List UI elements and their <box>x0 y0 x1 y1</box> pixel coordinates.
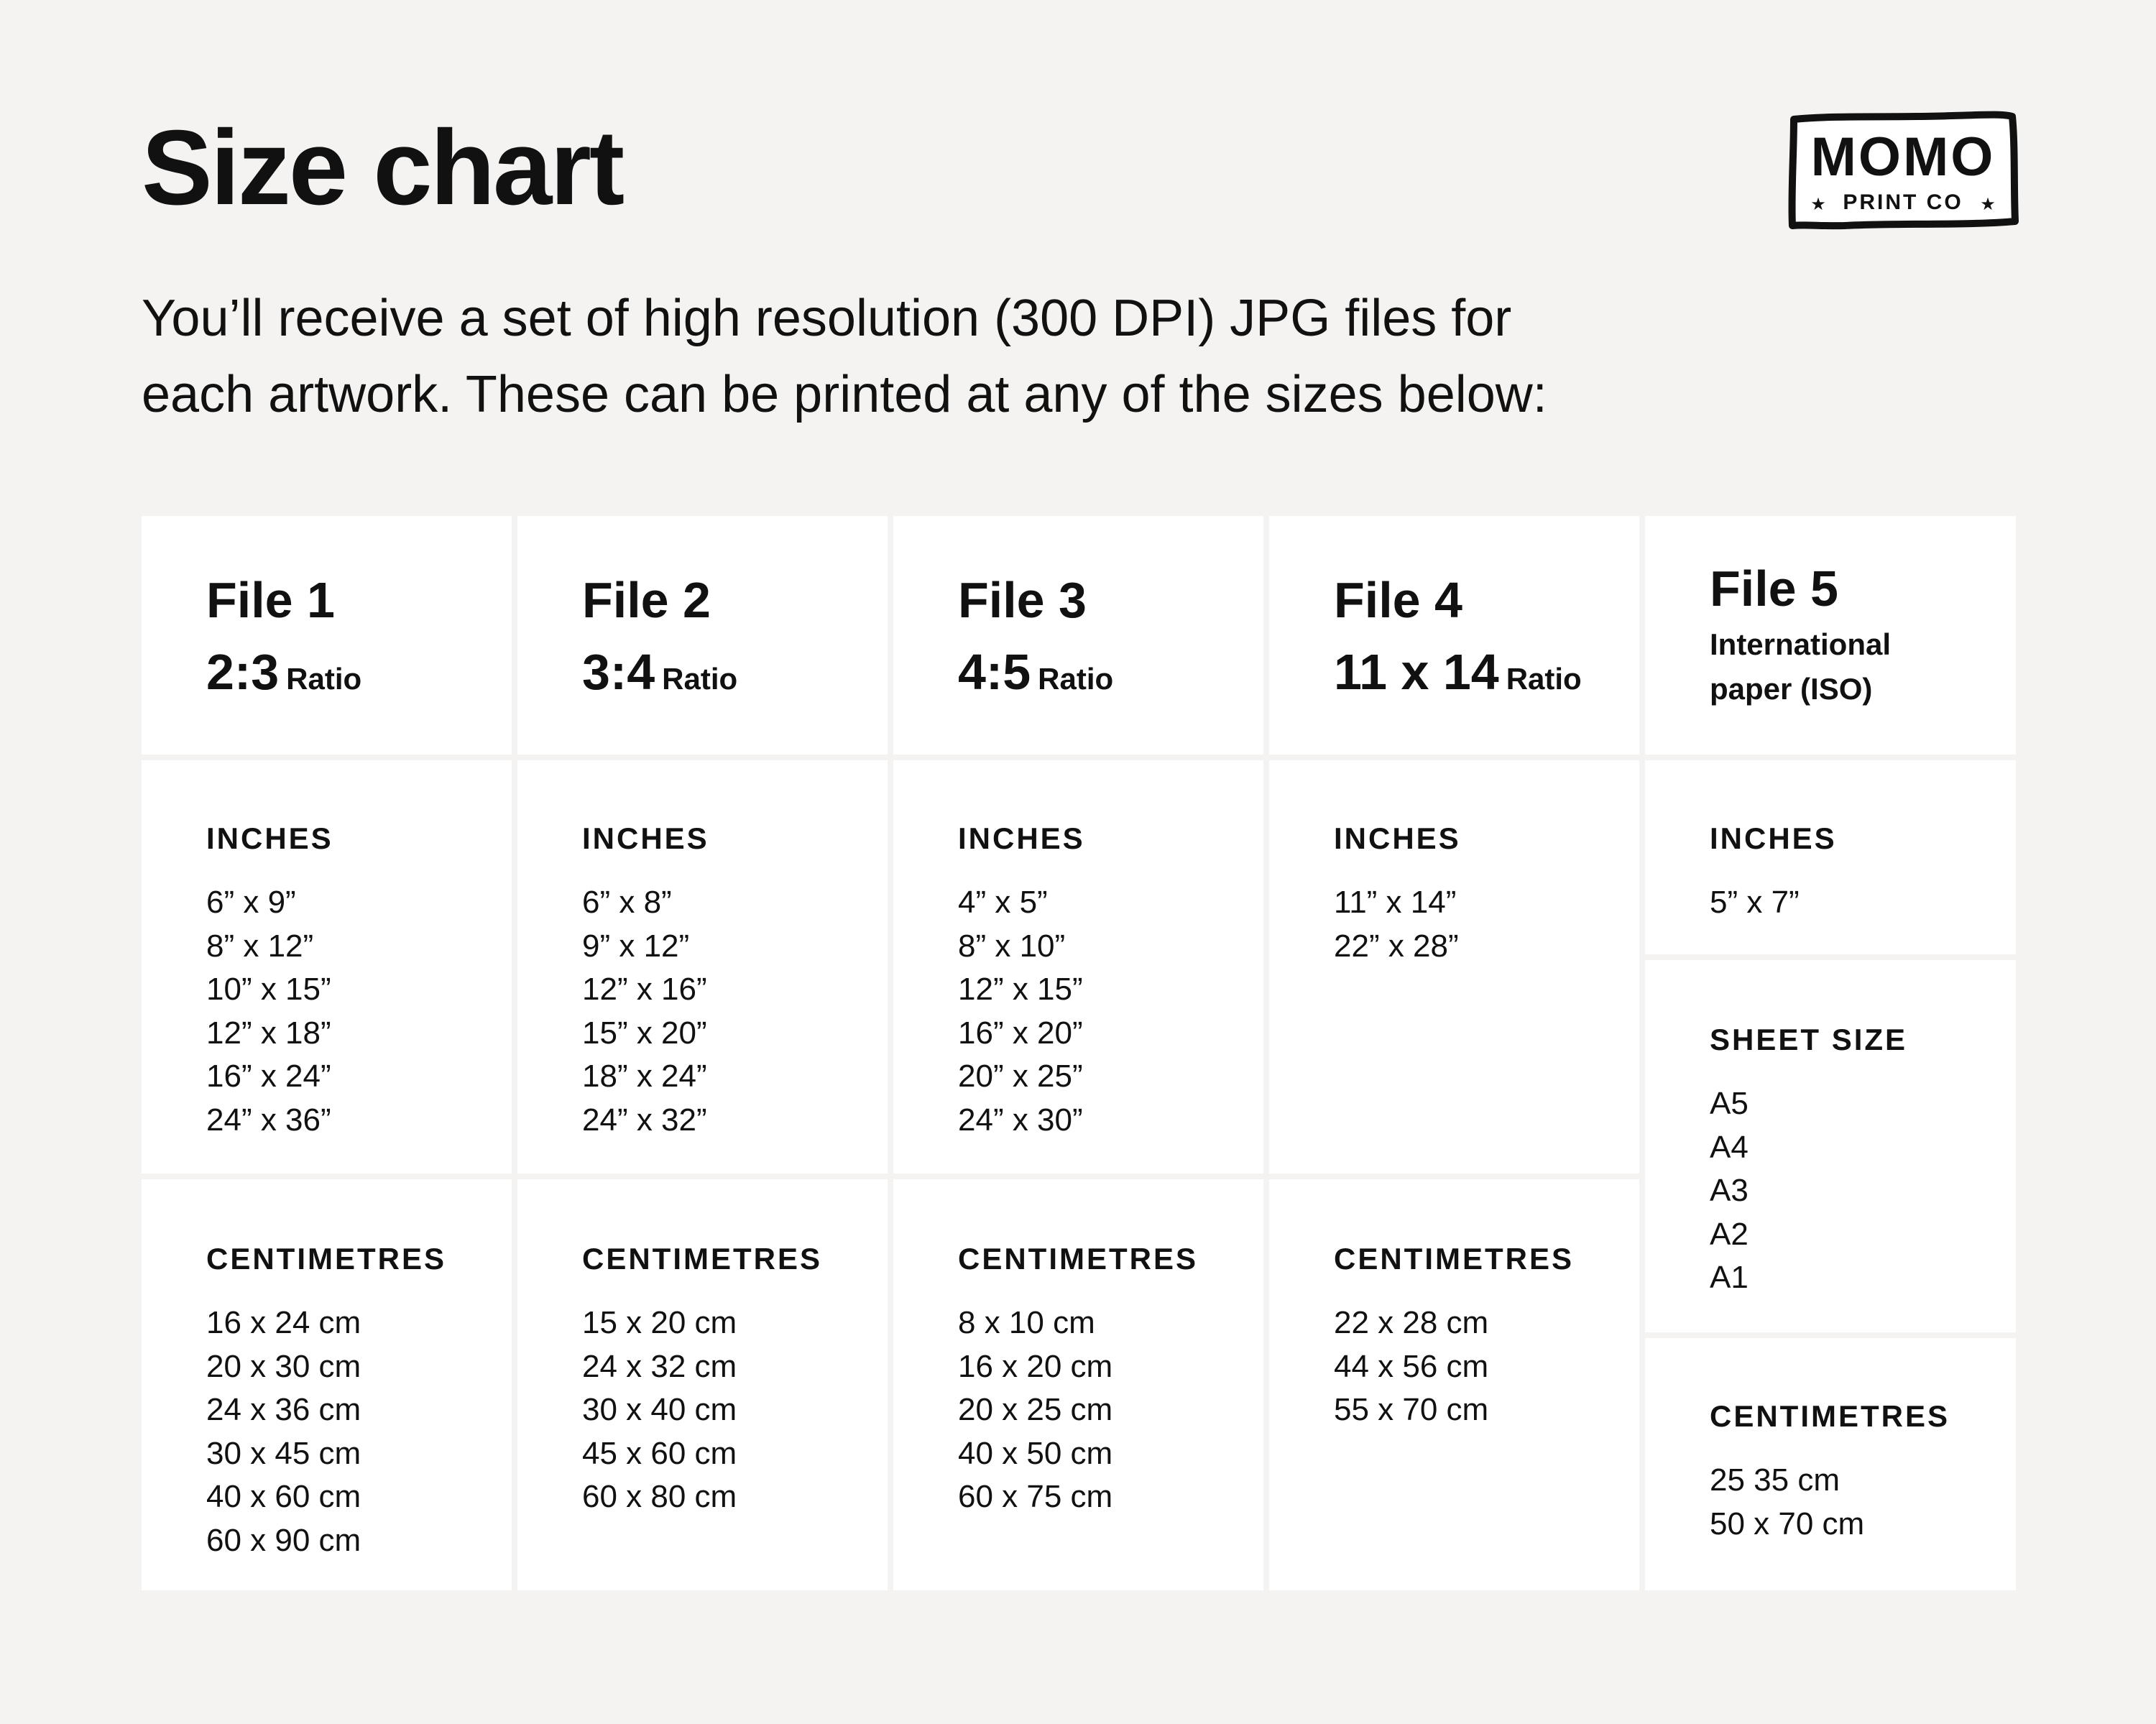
momo-print-co-logo <box>1787 109 2019 231</box>
file-4-inches-cell <box>1269 760 1639 1174</box>
file-4-header-cell <box>1269 516 1639 755</box>
size-item: 18” x 24” <box>582 1059 707 1094</box>
centimetres-list <box>1710 1459 1950 1546</box>
size-item: A5 <box>1710 1086 1749 1121</box>
file-1-header-cell <box>142 516 512 755</box>
iso-subtitle-line: paper (ISO) <box>1710 672 1873 706</box>
file-1-cm-cell <box>142 1179 512 1590</box>
size-item: 22” x 28” <box>1334 928 1459 964</box>
size-item: 12” x 16” <box>582 972 707 1007</box>
size-item: 6” x 9” <box>206 885 296 920</box>
centimetres-label: CENTIMETRES <box>1710 1399 1950 1433</box>
ratio <box>582 644 738 700</box>
file-5-header-cell <box>1645 516 2016 755</box>
page-title: Size chart <box>142 109 623 227</box>
size-item: A4 <box>1710 1129 1749 1165</box>
size-item: 9” x 12” <box>582 928 690 964</box>
ratio-value: 11 x 14 <box>1334 644 1499 700</box>
size-item: 12” x 15” <box>958 972 1083 1007</box>
inches-list <box>1334 881 1461 968</box>
inches-label: INCHES <box>582 821 709 855</box>
file-name: File 3 <box>958 572 1087 628</box>
file-4-cm-cell <box>1269 1179 1639 1590</box>
file-5-sheet-cell <box>1645 960 2016 1332</box>
ratio-value: 4:5 <box>958 644 1031 700</box>
logo-tagline: PRINT CO <box>1843 190 1963 214</box>
inches-label: INCHES <box>958 821 1085 855</box>
iso-subtitle-line: International <box>1710 627 1892 661</box>
ratio-label: Ratio <box>1506 662 1582 696</box>
size-item: 16” x 20” <box>958 1015 1083 1051</box>
ratio-label: Ratio <box>286 662 362 696</box>
size-item: 16 x 24 cm <box>206 1305 361 1340</box>
centimetres-label: CENTIMETRES <box>1334 1242 1575 1276</box>
ratio <box>1334 644 1582 700</box>
size-item: 24” x 36” <box>206 1102 331 1138</box>
centimetres-label: CENTIMETRES <box>958 1242 1199 1276</box>
size-item: 8” x 10” <box>958 928 1066 964</box>
inches-list <box>582 881 709 1142</box>
inches-label: INCHES <box>206 821 333 855</box>
file-2-inches-cell <box>517 760 888 1174</box>
size-item: 16 x 20 cm <box>958 1348 1113 1384</box>
size-item: 45 x 60 cm <box>582 1435 737 1471</box>
file-5-inches-cell <box>1645 760 2016 954</box>
centimetres-list <box>206 1301 446 1562</box>
logo-star-left-icon: ★ <box>1810 194 1826 214</box>
size-item: 10” x 15” <box>206 972 331 1007</box>
size-item: 25 35 cm <box>1710 1462 1840 1498</box>
size-item: 20 x 30 cm <box>206 1348 361 1384</box>
size-item: 30 x 45 cm <box>206 1435 361 1471</box>
ratio-value: 2:3 <box>206 644 280 700</box>
size-item: 24 x 32 cm <box>582 1348 737 1384</box>
ratio <box>958 644 1114 700</box>
size-item: 4” x 5” <box>958 885 1048 920</box>
size-item: 40 x 50 cm <box>958 1435 1113 1471</box>
size-item: 55 x 70 cm <box>1334 1392 1489 1427</box>
size-item: 24” x 30” <box>958 1102 1083 1138</box>
file-3-inches-cell <box>893 760 1263 1174</box>
size-item: 44 x 56 cm <box>1334 1348 1489 1384</box>
iso-subtitle <box>1710 622 1891 711</box>
sheet-size-label: SHEET SIZE <box>1710 1023 1908 1056</box>
size-item: 11” x 14” <box>1334 885 1457 920</box>
intro-line: each artwork. These can be printed at any of the sizes below: <box>142 366 1547 423</box>
intro-line: You’ll receive a set of high resolution (300 DPI) JPG files for <box>142 290 1512 347</box>
size-item: 8 x 10 cm <box>958 1305 1095 1340</box>
inches-list <box>958 881 1085 1142</box>
size-item: 5” x 7” <box>1710 885 1800 920</box>
file-name: File 1 <box>206 572 335 628</box>
intro-text <box>142 280 1795 433</box>
centimetres-list <box>1334 1301 1574 1432</box>
size-item: 8” x 12” <box>206 928 314 964</box>
inches-label: INCHES <box>1334 821 1461 855</box>
size-item: 20 x 25 cm <box>958 1392 1113 1427</box>
inches-label: INCHES <box>1710 821 1837 855</box>
file-2-header-cell <box>517 516 888 755</box>
file-5-cm-cell <box>1645 1338 2016 1590</box>
centimetres-label: CENTIMETRES <box>582 1242 823 1276</box>
centimetres-list <box>958 1301 1198 1519</box>
ratio-label: Ratio <box>662 662 738 696</box>
size-item: 60 x 75 cm <box>958 1479 1113 1514</box>
size-item: 22 x 28 cm <box>1334 1305 1489 1340</box>
centimetres-list <box>582 1301 822 1519</box>
file-3-cm-cell <box>893 1179 1263 1590</box>
file-2-cm-cell <box>517 1179 888 1590</box>
file-name: File 2 <box>582 572 711 628</box>
logo-star-right-icon: ★ <box>1980 194 1996 214</box>
size-item: 12” x 18” <box>206 1015 331 1051</box>
inches-list <box>1710 881 1837 925</box>
file-3-header-cell <box>893 516 1263 755</box>
size-item: 16” x 24” <box>206 1059 331 1094</box>
file-1-inches-cell <box>142 760 512 1174</box>
logo-wordmark: MOMO <box>1810 126 1996 188</box>
size-item: 15” x 20” <box>582 1015 707 1051</box>
file-name: File 4 <box>1334 572 1462 628</box>
size-item: 60 x 80 cm <box>582 1479 737 1514</box>
size-item: 15 x 20 cm <box>582 1305 737 1340</box>
size-item: 60 x 90 cm <box>206 1522 361 1558</box>
size-item: 50 x 70 cm <box>1710 1506 1865 1541</box>
sheet-size-list <box>1710 1082 1907 1300</box>
file-name: File 5 <box>1710 561 1838 617</box>
ratio <box>206 644 362 700</box>
size-item: 6” x 8” <box>582 885 672 920</box>
centimetres-label: CENTIMETRES <box>206 1242 447 1276</box>
size-item: 40 x 60 cm <box>206 1479 361 1514</box>
inches-list <box>206 881 333 1142</box>
size-item: 20” x 25” <box>958 1059 1083 1094</box>
size-item: 30 x 40 cm <box>582 1392 737 1427</box>
size-item: A1 <box>1710 1260 1749 1295</box>
ratio-label: Ratio <box>1038 662 1114 696</box>
size-item: 24 x 36 cm <box>206 1392 361 1427</box>
size-item: 24” x 32” <box>582 1102 707 1138</box>
size-item: A2 <box>1710 1216 1749 1252</box>
size-item: A3 <box>1710 1173 1749 1208</box>
ratio-value: 3:4 <box>582 644 655 700</box>
